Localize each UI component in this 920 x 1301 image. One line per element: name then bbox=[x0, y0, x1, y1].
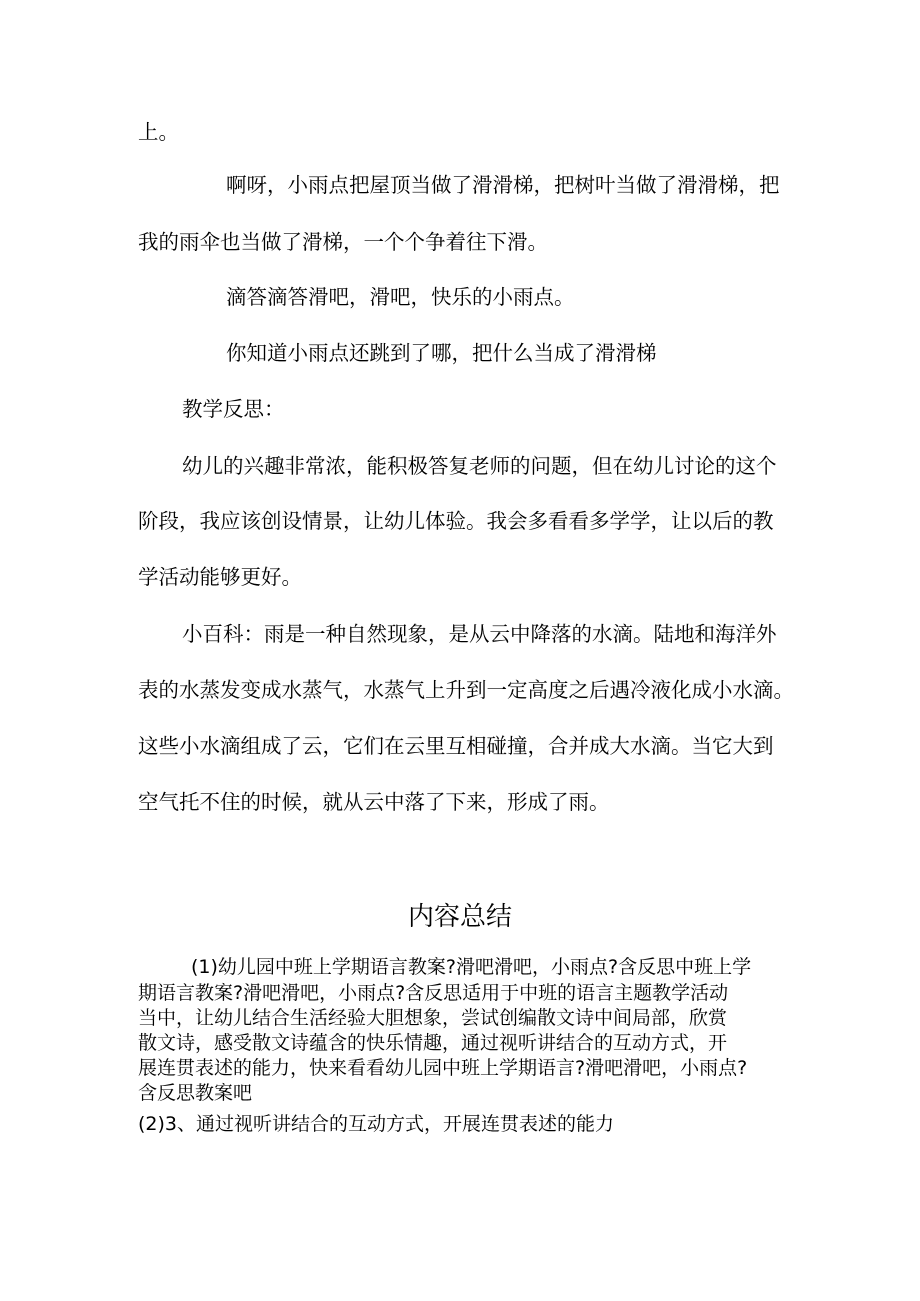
body-line-7: 幼儿的兴趣非常浓，能积极答复老师的问题，但在幼儿讨论的这个 bbox=[182, 454, 777, 478]
summary-line-1: (1)幼儿园中班上学期语言教案?滑吧滑吧，小雨点?含反思中班上学 bbox=[191, 956, 752, 978]
summary-line-4: 散文诗，感受散文诗蕴含的快乐情趣，通过视听讲结合的互动方式，开 bbox=[138, 1032, 728, 1054]
body-line-11: 表的水蒸发变成水蒸气，水蒸气上升到一定高度之后遇冷液化成小水滴。 bbox=[138, 678, 794, 702]
summary-line-2: 期语言教案?滑吧滑吧，小雨点?含反思适用于中班的语言主题教学活动 bbox=[138, 982, 729, 1004]
body-line-4: 滴答滴答滑吧，滑吧，快乐的小雨点。 bbox=[226, 285, 575, 309]
body-line-12: 这些小水滴组成了云，它们在云里互相碰撞，合并成大水滴。当它大到 bbox=[138, 734, 774, 758]
body-line-3: 我的雨伞也当做了滑梯，一个个争着往下滑。 bbox=[138, 230, 548, 254]
body-line-5: 你知道小雨点还跳到了哪，把什么当成了滑滑梯 bbox=[226, 341, 657, 365]
summary-line-3: 当中，让幼儿结合生活经验大胆想象，尝试创编散文诗中间局部，欣赏 bbox=[138, 1007, 728, 1029]
body-line-13: 空气托不住的时候，就从云中落了下来，形成了雨。 bbox=[138, 790, 610, 814]
body-line-8: 阶段，我应该创设情景，让幼儿体验。我会多看看多学学，让以后的教 bbox=[138, 509, 774, 533]
body-line-9: 学活动能够更好。 bbox=[138, 565, 302, 589]
summary-title: 内容总结 bbox=[407, 902, 512, 932]
body-line-2: 啊呀，小雨点把屋顶当做了滑滑梯，把树叶当做了滑滑梯，把 bbox=[226, 173, 780, 197]
body-line-1: 上。 bbox=[138, 120, 179, 144]
body-line-10: 小百科：雨是一种自然现象，是从云中降落的水滴。陆地和海洋外 bbox=[182, 622, 777, 646]
summary-line-5: 展连贯表述的能力，快来看看幼儿园中班上学期语言?滑吧滑吧，小雨点? bbox=[138, 1057, 748, 1079]
summary-line-6: 含反思教案吧 bbox=[138, 1082, 253, 1104]
section-heading-reflection: 教学反思： bbox=[182, 397, 285, 421]
summary-line-7: (2)3、通过视听讲结合的互动方式，开展连贯表述的能力 bbox=[138, 1113, 615, 1135]
